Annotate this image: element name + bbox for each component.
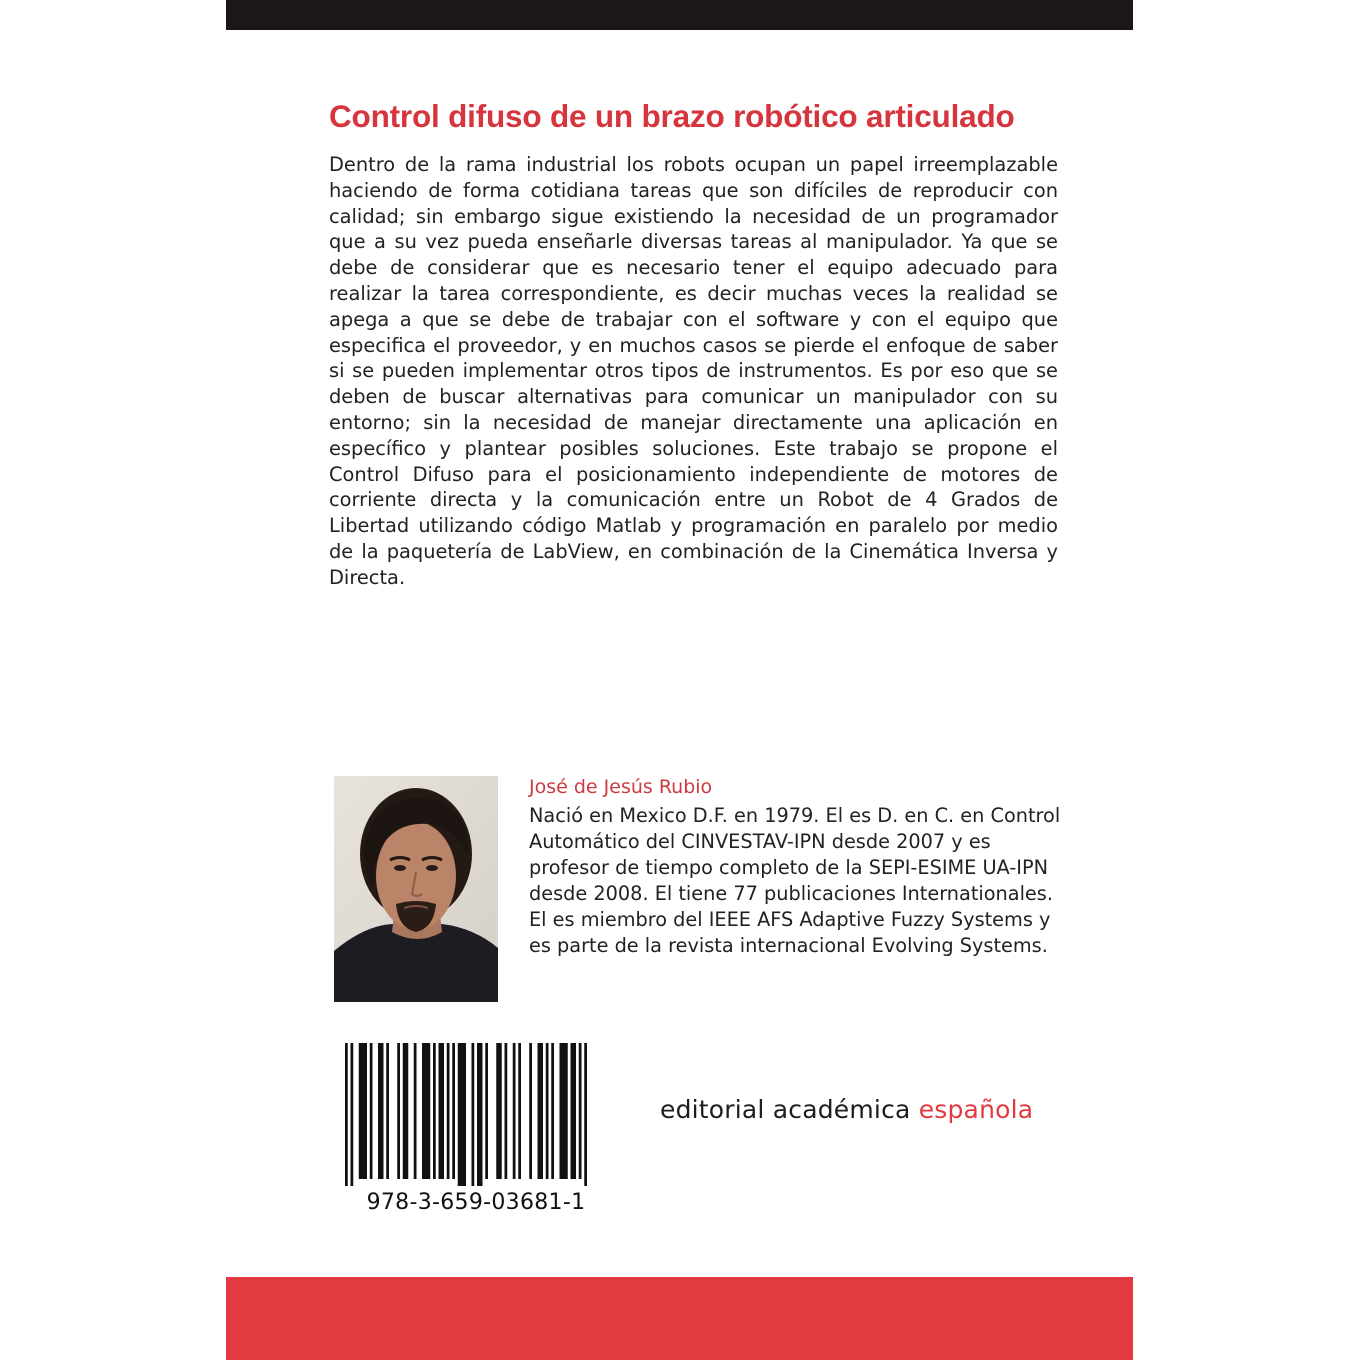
publisher-name-part1: editorial académica bbox=[660, 1095, 911, 1124]
book-back-cover bbox=[226, 0, 1133, 1360]
publisher-name-part2: española bbox=[918, 1095, 1034, 1124]
book-abstract: Dentro de la rama industrial los robots ocupan un papel irreemplazable haciendo de forma cotidiana tareas que son difíciles de reproducir con calidad; sin embargo sigue existiendo la necesidad de un programador que a su vez pueda enseñarle diversas tareas al manipulador. Ya que se debe de considerar que es necesario tener el equipo adecuado para realizar la tarea correspondiente, es decir muchas veces la realidad se apega a que se debe de trabajar con el software y con el equipo que especifica el proveedor, y en muchos casos se pierde el enfoque de saber si se pueden implementar otros tipos de instrumentos. Es por eso que se deben de buscar alternativas para comunicar un manipulador con su entorno; sin la necesidad de manejar directamente una aplicación en específico y plantear posibles soluciones. Este trabajo se propone el Control Difuso para el posicionamiento independiente de motores de corriente directa y la comunicación entre un Robot de 4 Grados de Libertad utilizando código Matlab y programación en paralelo por medio de la paquetería de LabView, en combinación de la Cinemática Inversa y Directa. bbox=[329, 153, 1058, 589]
isbn-number: 978-3-659-03681-1 bbox=[366, 1190, 586, 1215]
author-bio: Nació en Mexico D.F. en 1979. El es D. en C. en Control Automático del CINVESTAV-IPN desde 2007 y es profesor de tiempo completo de la SEPI-ESIME UA-IPN desde 2008. El tiene 77 publicaciones Internationales. El es miembro del IEEE AFS Adaptive Fuzzy Systems y es parte de la revista internacional Evolving Systems. bbox=[529, 804, 1061, 957]
author-name: José de Jesús Rubio bbox=[529, 776, 713, 798]
publisher-logo bbox=[660, 1095, 1033, 1124]
book-title: Control difuso de un brazo robótico articulado bbox=[329, 98, 1015, 134]
isbn-barcode bbox=[343, 1043, 609, 1186]
top-black-band bbox=[226, 0, 1133, 30]
bottom-red-band bbox=[226, 1277, 1133, 1360]
author-photo bbox=[334, 776, 498, 1002]
